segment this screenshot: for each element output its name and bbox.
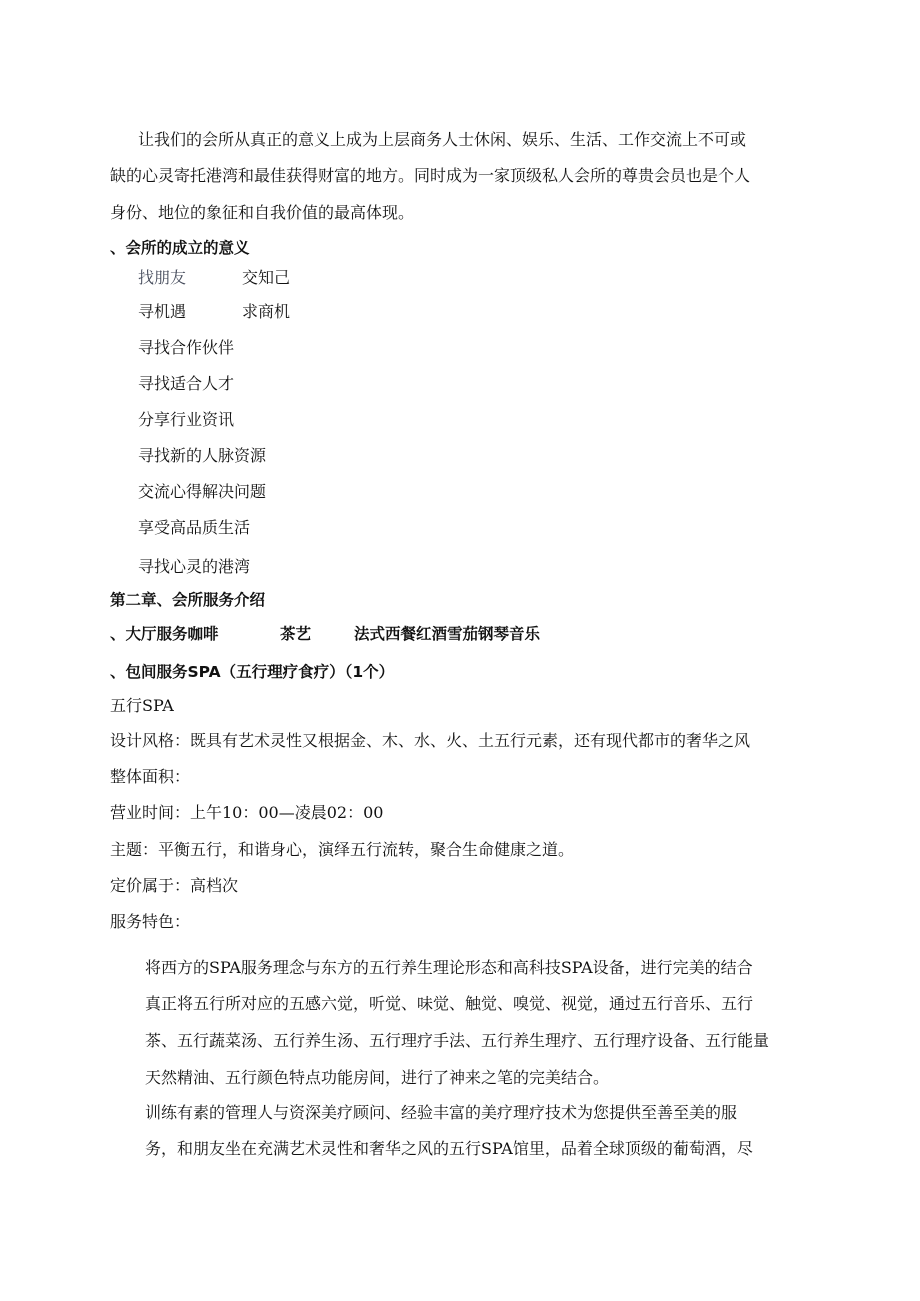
hall-service-rest: 法式西餐红酒雪茄钢琴音乐 bbox=[354, 625, 541, 643]
intro-line-3: 身份、地位的象征和自我价值的最高体现。 bbox=[110, 203, 415, 222]
meaning-item: 交流心得解决问题 bbox=[138, 482, 267, 501]
spa-features-label: 服务特色： bbox=[110, 912, 191, 931]
hall-service-row bbox=[110, 624, 541, 644]
spa-price: 定价属于：高档次 bbox=[110, 876, 239, 895]
hall-service-tea: 茶艺 bbox=[280, 625, 312, 643]
meaning-item: 分享行业资讯 bbox=[138, 410, 235, 429]
chapter-title: 第二章、会所服务介绍 bbox=[110, 591, 266, 609]
spa-feature-line: 真正将五行所对应的五感六觉，听觉、味觉、触觉、嗅觉、视觉，通过五行音乐、五行 bbox=[145, 994, 754, 1013]
meaning-item: 寻找合作伙伴 bbox=[138, 338, 235, 357]
meaning-item: 寻找适合人才 bbox=[138, 374, 235, 393]
spa-feature-line: 茶、五行蔬菜汤、五行养生汤、五行理疗手法、五行养生理疗、五行理疗设备、五行能量 bbox=[145, 1031, 770, 1050]
spa-area: 整体面积： bbox=[110, 767, 191, 786]
intro-line-2: 缺的心灵寄托港湾和最佳获得财富的地方。同时成为一家顶级私人会所的尊贵会员也是个人 bbox=[110, 166, 751, 185]
meaning-item: 享受高品质生活 bbox=[138, 518, 251, 537]
spa-feature-line: 训练有素的管理人与资深美疗顾问、经验丰富的美疗理疗技术为您提供至善至美的服 bbox=[145, 1103, 738, 1122]
spa-feature-line: 天然精油、五行颜色特点功能房间，进行了神来之笔的完美结合。 bbox=[145, 1068, 610, 1087]
meaning-pair-left: 找朋友 bbox=[138, 268, 187, 287]
meaning-pair-left: 寻机遇 bbox=[138, 302, 187, 321]
meaning-pair-right: 交知己 bbox=[242, 268, 291, 287]
spa-theme: 主题：平衡五行，和谐身心，演绎五行流转，聚合生命健康之道。 bbox=[110, 840, 575, 859]
meaning-item: 寻找新的人脉资源 bbox=[138, 446, 267, 465]
meaning-pair-row bbox=[138, 268, 291, 288]
meaning-heading: 、会所的成立的意义 bbox=[110, 239, 250, 257]
intro-line-1: 让我们的会所从真正的意义上成为上层商务人士休闲、娱乐、生活、工作交流上不可或 bbox=[138, 130, 747, 149]
spa-style: 设计风格：既具有艺术灵性又根据金、木、水、火、土五行元素，还有现代都市的奢华之风 bbox=[110, 731, 751, 750]
spa-feature-line: 务，和朋友坐在充满艺术灵性和奢华之风的五行SPA馆里，品着全球顶级的葡萄酒，尽 bbox=[145, 1139, 753, 1158]
spa-feature-line: 将西方的SPA服务理念与东方的五行养生理论形态和高科技SPA设备，进行完美的结合 bbox=[145, 958, 753, 977]
spa-title: 五行SPA bbox=[110, 696, 174, 715]
hall-service-label: 、大厅服务咖啡 bbox=[110, 625, 219, 643]
meaning-item: 寻找心灵的港湾 bbox=[138, 557, 251, 576]
spa-hours: 营业时间：上午10：00—凌晨02：00 bbox=[110, 803, 384, 822]
meaning-pair-row bbox=[138, 302, 291, 322]
meaning-pair-right: 求商机 bbox=[242, 302, 291, 321]
room-service: 、包间服务SPA（五行理疗食疗）（1个） bbox=[110, 663, 395, 681]
